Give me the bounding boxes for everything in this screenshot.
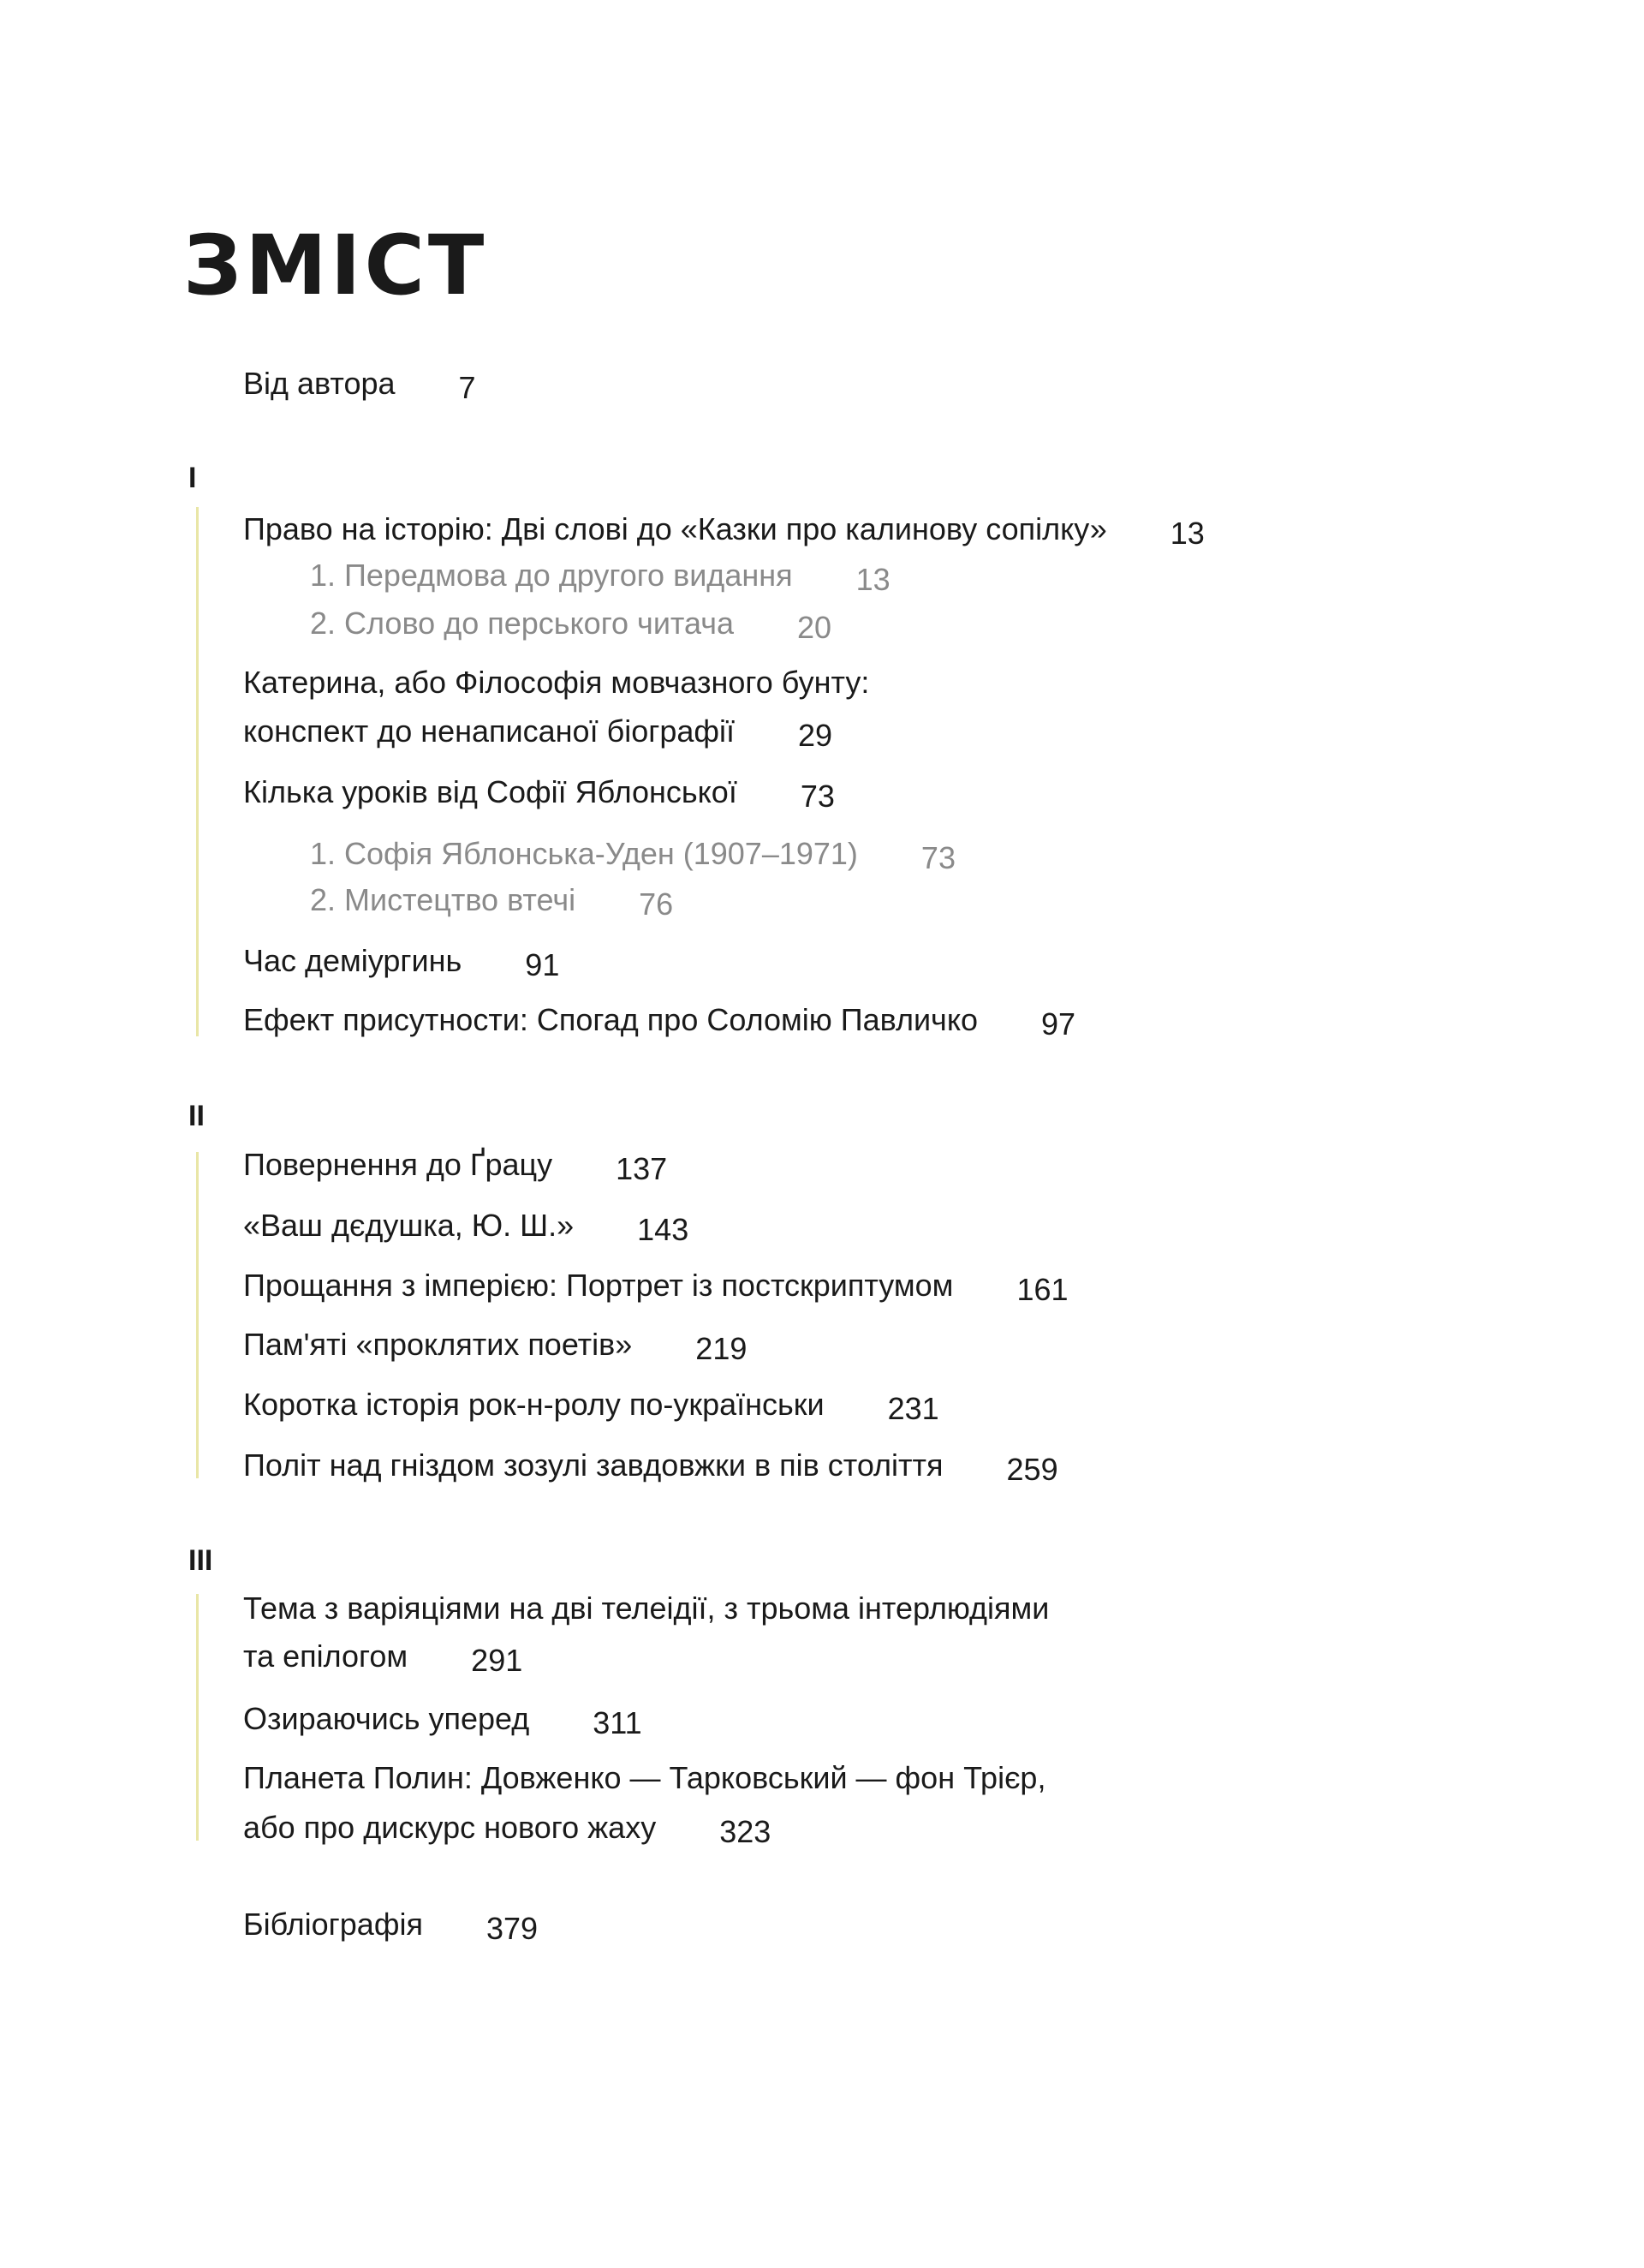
entry-label: 2. Мистецтво втечі: [310, 882, 576, 917]
page-number: 7: [458, 370, 476, 405]
entry-label: Час деміургинь: [243, 943, 462, 978]
toc-entry[interactable]: [243, 1447, 1058, 1487]
toc-entry[interactable]: [243, 1638, 523, 1678]
section-numeral: I: [188, 462, 197, 494]
entry-label: Планета Полин: Довженко — Тарковський — фон Трієр,: [243, 1760, 1046, 1795]
toc-entry[interactable]: [243, 1906, 539, 1946]
toc-subentry[interactable]: [310, 557, 890, 597]
entry-label: «Ваш дєдушка, Ю. Ш.»: [243, 1208, 575, 1243]
toc-entry[interactable]: [243, 1590, 1049, 1627]
toc-entry[interactable]: [243, 1267, 1069, 1307]
page-number: 259: [1006, 1452, 1058, 1487]
entry-label: 1. Софія Яблонська-Уден (1907–1971): [310, 836, 858, 871]
section-divider: [196, 507, 199, 1036]
toc-entry[interactable]: [243, 713, 833, 753]
entry-label: Бібліографія: [243, 1907, 423, 1942]
toc-entry[interactable]: [243, 510, 1205, 551]
toc-entry[interactable]: [243, 1386, 939, 1426]
entry-label: 2. Слово до перського читача: [310, 606, 735, 641]
toc-entry[interactable]: [243, 942, 559, 980]
page-number: 379: [485, 1911, 539, 1946]
page-number: 20: [797, 610, 832, 645]
toc-entry[interactable]: [243, 365, 476, 403]
entry-label: Озираючись уперед: [243, 1701, 530, 1736]
toc-entry[interactable]: [243, 1001, 1075, 1039]
page-number: 137: [616, 1151, 668, 1186]
page-number: 311: [593, 1705, 642, 1740]
page-number: 13: [1170, 516, 1205, 551]
toc-entry[interactable]: [243, 1326, 747, 1364]
toc-subentry[interactable]: [310, 605, 832, 645]
entry-label: Пам'яті «проклятих поетів»: [243, 1327, 633, 1362]
entry-label: конспект до ненаписаної біографії: [243, 713, 736, 749]
toc-entry[interactable]: [243, 1809, 771, 1847]
page-number: 73: [920, 840, 956, 875]
entry-label: Коротка історія рок-н-ролу по-українськи: [243, 1387, 825, 1422]
entry-label: Від автора: [243, 366, 396, 401]
toc-entry[interactable]: [243, 1146, 667, 1184]
entry-label: Прощання з імперією: Портрет із постскриптумом: [243, 1268, 954, 1303]
toc-entry[interactable]: [243, 1700, 642, 1738]
toc-subentry[interactable]: [310, 835, 956, 873]
toc-entry[interactable]: [243, 664, 869, 701]
page-number: 231: [887, 1391, 939, 1426]
section-divider: [196, 1152, 199, 1478]
toc-subentry[interactable]: [310, 881, 674, 922]
section-numeral: III: [188, 1544, 213, 1577]
page-number: 73: [800, 779, 835, 814]
entry-label: Тема з варіяціями на дві телеідії, з трьома інтерлюдіями: [243, 1591, 1050, 1626]
section-numeral: II: [188, 1100, 205, 1132]
toc-entry[interactable]: [243, 773, 835, 814]
page-number: 161: [1016, 1272, 1069, 1307]
entry-label: Ефект присутности: Спогад про Соломію Павличко: [243, 1002, 978, 1037]
page-title: ЗМІСТ: [183, 218, 488, 313]
page-number: 323: [719, 1814, 771, 1849]
page-number: 76: [639, 886, 674, 922]
page-number: 143: [637, 1212, 689, 1247]
entry-label: та епілогом: [243, 1638, 408, 1674]
entry-label: Політ над гніздом зозулі завдовжки в пів століття: [243, 1447, 944, 1483]
page-number: 291: [471, 1643, 523, 1678]
page-number: 219: [695, 1331, 748, 1366]
page-number: 97: [1041, 1006, 1076, 1041]
toc-entry[interactable]: [243, 1207, 689, 1247]
page-number: 13: [855, 562, 890, 597]
page-number: 29: [798, 718, 833, 753]
entry-label: Повернення до Ґрацу: [243, 1147, 553, 1182]
entry-label: Кілька уроків від Софії Яблонської: [243, 774, 737, 809]
page-number: 91: [525, 947, 560, 982]
entry-label: Катерина, або Філософія мовчазного бунту:: [243, 665, 870, 700]
toc-entry[interactable]: [243, 1759, 1045, 1797]
section-divider: [196, 1594, 199, 1841]
entry-label: або про дискурс нового жаху: [243, 1810, 657, 1845]
entry-label: 1. Передмова до другого видання: [310, 558, 793, 593]
entry-label: Право на історію: Дві слові до «Казки про калинову сопілку»: [243, 511, 1107, 546]
